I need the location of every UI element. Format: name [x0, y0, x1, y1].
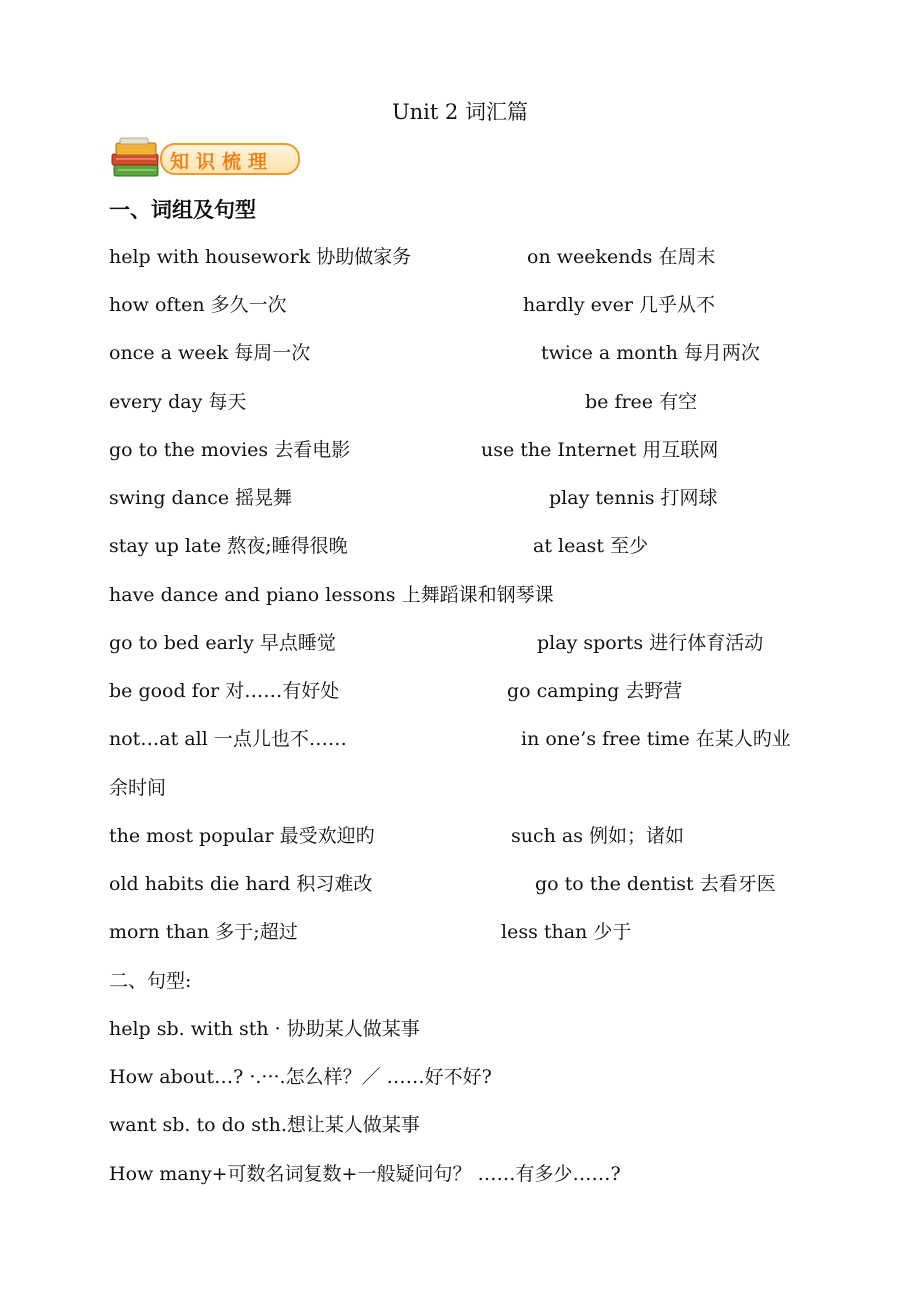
phrase-right: be free 有空 [585, 391, 698, 413]
page-title: Unit 2 词汇篇 [391, 100, 529, 124]
phrase-right: go camping 去野营 [507, 680, 683, 702]
phrase-right: at least 至少 [533, 535, 649, 557]
phrase-row [109, 290, 899, 320]
section-heading-sentences: 二、句型: [109, 970, 192, 992]
section-badge [110, 134, 302, 182]
sentence-pattern: want sb. to do sth.想让某人做某事 [109, 1114, 420, 1136]
phrase-left: morn than 多于;超过 [109, 921, 298, 943]
phrase-left: help with housework 协助做家务 [109, 246, 412, 268]
phrase-right: less than 少于 [501, 921, 632, 943]
phrase-left: how often 多久一次 [109, 294, 287, 316]
phrase-row [109, 628, 899, 658]
phrase-row [109, 724, 899, 754]
phrase-row [109, 869, 899, 899]
phrase-right: hardly ever 几乎从不 [523, 294, 716, 316]
phrase-row [109, 338, 899, 368]
section-heading-phrases: 一、词组及句型 [109, 197, 256, 222]
phrase-right: go to the dentist 去看牙医 [535, 873, 776, 895]
phrase-row [109, 821, 899, 851]
phrase-left: every day 每天 [109, 391, 247, 413]
phrase-row [109, 435, 899, 465]
phrase-right: twice a month 每月两次 [541, 342, 760, 364]
phrase-left: not…at all 一点儿也不…… [109, 728, 347, 750]
phrase-left: stay up late 熬夜;睡得很晚 [109, 535, 348, 557]
phrase-row [109, 773, 899, 803]
sentence-pattern: How about…? ·.···.怎么样？／ ……好不好? [109, 1066, 492, 1088]
phrase-right: use the Internet 用互联网 [481, 439, 719, 461]
phrase-right: such as 例如；诸如 [511, 825, 685, 847]
phrase-row [109, 531, 899, 561]
phrase-left: swing dance 摇晃舞 [109, 487, 293, 509]
phrase-row [109, 242, 899, 272]
phrase-right: play sports 进行体育活动 [537, 632, 764, 654]
phrase-left: go to bed early 早点睡觉 [109, 632, 336, 654]
phrase-row [109, 676, 899, 706]
phrase-row [109, 580, 899, 610]
phrase-left: have dance and piano lessons 上舞蹈课和钢琴课 [109, 584, 554, 606]
phrase-left: go to the movies 去看电影 [109, 439, 351, 461]
sentence-pattern: help sb. with sth · 协助某人做某事 [109, 1018, 420, 1040]
sentence-pattern: How many+可数名词复数+一般疑问句？ ……有多少……? [109, 1163, 621, 1185]
phrase-left: be good for 对……有好处 [109, 680, 340, 702]
badge-tag [160, 143, 300, 175]
phrase-right: in one’s free time 在某人旳业 [521, 728, 791, 750]
books-icon [110, 134, 166, 184]
phrase-right: play tennis 打网球 [549, 487, 718, 509]
phrase-left: 余时间 [109, 777, 167, 799]
phrase-row [109, 483, 899, 513]
phrase-left: once a week 每周一次 [109, 342, 311, 364]
phrase-row [109, 917, 899, 947]
phrase-left: the most popular 最受欢迎旳 [109, 825, 375, 847]
phrase-row [109, 387, 899, 417]
phrase-right: on weekends 在周末 [527, 246, 716, 268]
phrase-left: old habits die hard 积习难改 [109, 873, 373, 895]
badge-label: 知识梳理 [170, 151, 275, 173]
